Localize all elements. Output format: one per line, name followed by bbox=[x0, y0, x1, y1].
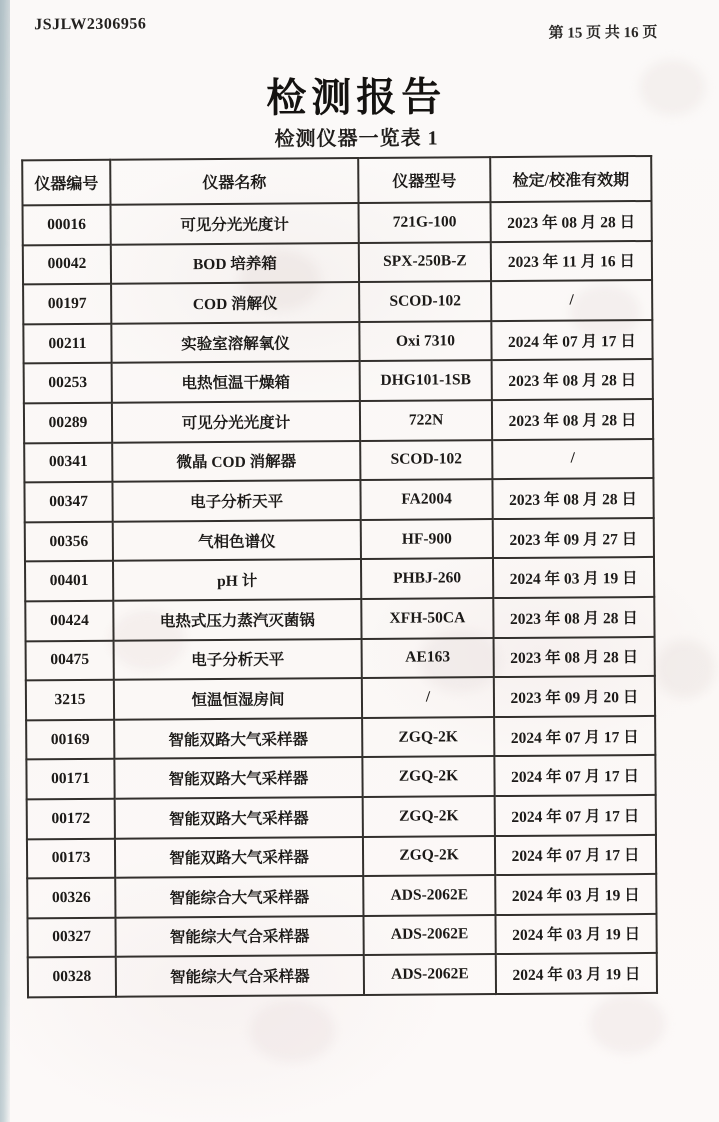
cell-instrument-id: 00016 bbox=[23, 205, 111, 245]
document-number: JSJLW2306956 bbox=[34, 15, 147, 34]
column-header-instrument-id: 仪器编号 bbox=[22, 160, 110, 206]
cell-instrument-id: 00169 bbox=[26, 719, 114, 759]
report-title: 检测报告 bbox=[266, 74, 447, 121]
cell-calibration-validity: 2024 年 07 月 17 日 bbox=[495, 834, 656, 875]
cell-instrument-model: ZGQ-2K bbox=[362, 717, 494, 758]
cell-instrument-model: XFH-50CA bbox=[361, 598, 493, 639]
table-row bbox=[23, 201, 652, 245]
page-header bbox=[34, 12, 657, 46]
table-row bbox=[26, 716, 655, 760]
cell-instrument-model: SCOD-102 bbox=[360, 440, 492, 481]
cell-calibration-validity: 2024 年 07 月 17 日 bbox=[495, 795, 656, 836]
cell-instrument-id: 00197 bbox=[23, 284, 111, 324]
cell-instrument-name: pH 计 bbox=[113, 559, 361, 600]
cell-instrument-name: 电子分析天平 bbox=[112, 480, 360, 521]
cell-calibration-validity: 2024 年 07 月 17 日 bbox=[494, 755, 655, 796]
table-row bbox=[27, 795, 656, 839]
column-header-instrument-name: 仪器名称 bbox=[110, 158, 358, 205]
cell-calibration-validity: 2023 年 09 月 27 日 bbox=[493, 518, 654, 559]
cell-calibration-validity: 2023 年 08 月 28 日 bbox=[492, 478, 653, 519]
table-row bbox=[24, 478, 653, 522]
cell-instrument-id: 00253 bbox=[24, 363, 112, 403]
cell-instrument-name: 可见分光光度计 bbox=[111, 203, 359, 244]
cell-calibration-validity: 2023 年 09 月 20 日 bbox=[494, 676, 655, 717]
cell-instrument-name: 电热恒温干燥箱 bbox=[112, 361, 360, 402]
cell-calibration-validity: 2023 年 11 月 16 日 bbox=[491, 241, 652, 282]
table-row bbox=[27, 914, 656, 958]
cell-instrument-name: 气相色谱仪 bbox=[113, 520, 361, 561]
cell-instrument-name: COD 消解仪 bbox=[111, 282, 359, 323]
cell-instrument-id: 00042 bbox=[23, 244, 111, 284]
cell-instrument-model: 721G-100 bbox=[359, 202, 491, 243]
table-row bbox=[23, 280, 652, 324]
cell-instrument-name: 智能综合大气采样器 bbox=[115, 876, 363, 917]
cell-instrument-model: FA2004 bbox=[360, 479, 492, 520]
cell-calibration-validity: / bbox=[491, 280, 652, 321]
cell-instrument-id: 00347 bbox=[24, 482, 112, 522]
cell-instrument-model: / bbox=[362, 677, 494, 718]
cell-instrument-model: HF-900 bbox=[361, 519, 493, 560]
table-row bbox=[27, 834, 656, 878]
cell-calibration-validity: 2024 年 03 月 19 日 bbox=[495, 914, 656, 955]
cell-instrument-name: BOD 培养箱 bbox=[111, 243, 359, 284]
cell-instrument-id: 00173 bbox=[27, 838, 115, 878]
cell-instrument-model: ZGQ-2K bbox=[362, 756, 494, 797]
table-row bbox=[26, 636, 655, 680]
cell-instrument-model: Oxi 7310 bbox=[359, 321, 491, 362]
cell-calibration-validity: 2024 年 03 月 19 日 bbox=[493, 557, 654, 598]
table-header-row bbox=[22, 156, 651, 205]
instrument-table bbox=[21, 155, 658, 998]
cell-instrument-id: 00341 bbox=[24, 442, 112, 482]
cell-instrument-name: 实验室溶解氧仪 bbox=[111, 322, 359, 363]
cell-instrument-name: 智能综大气合采样器 bbox=[115, 916, 363, 957]
cell-instrument-name: 智能双路大气采样器 bbox=[114, 757, 362, 798]
cell-calibration-validity: / bbox=[492, 439, 653, 480]
cell-instrument-id: 00171 bbox=[26, 759, 114, 799]
table-row bbox=[27, 874, 656, 918]
column-header-instrument-model: 仪器型号 bbox=[358, 157, 490, 203]
cell-calibration-validity: 2023 年 08 月 28 日 bbox=[494, 636, 655, 677]
table-row bbox=[23, 320, 652, 364]
table-row bbox=[24, 439, 653, 483]
table-row bbox=[25, 557, 654, 601]
cell-instrument-model: PHBJ-260 bbox=[361, 558, 493, 599]
cell-instrument-name: 智能双路大气采样器 bbox=[114, 718, 362, 759]
table-row bbox=[26, 755, 655, 799]
cell-instrument-model: DHG101-1SB bbox=[360, 360, 492, 401]
cell-instrument-name: 微晶 COD 消解器 bbox=[112, 441, 360, 482]
cell-calibration-validity: 2023 年 08 月 28 日 bbox=[490, 201, 651, 242]
page-number-indicator: 第 15 页 共 16 页 bbox=[548, 24, 658, 42]
cell-instrument-id: 00327 bbox=[27, 917, 115, 957]
cell-instrument-model: ZGQ-2K bbox=[363, 796, 495, 837]
cell-instrument-id: 00475 bbox=[26, 640, 114, 680]
cell-instrument-id: 00356 bbox=[25, 521, 113, 561]
cell-instrument-id: 00326 bbox=[27, 878, 115, 918]
table-row bbox=[26, 676, 655, 720]
cell-instrument-id: 3215 bbox=[26, 680, 114, 720]
cell-instrument-model: ADS-2062E bbox=[364, 954, 496, 995]
cell-calibration-validity: 2024 年 07 月 17 日 bbox=[491, 320, 652, 361]
table-row bbox=[24, 399, 653, 443]
cell-instrument-id: 00289 bbox=[24, 403, 112, 443]
cell-calibration-validity: 2024 年 03 月 19 日 bbox=[496, 953, 657, 994]
cell-instrument-name: 电子分析天平 bbox=[114, 639, 362, 680]
instrument-table-body bbox=[23, 201, 658, 997]
cell-instrument-name: 智能双路大气采样器 bbox=[115, 836, 363, 877]
cell-calibration-validity: 2024 年 03 月 19 日 bbox=[495, 874, 656, 915]
cell-instrument-model: ADS-2062E bbox=[363, 915, 495, 956]
cell-instrument-model: ADS-2062E bbox=[363, 875, 495, 916]
cell-instrument-model: ZGQ-2K bbox=[363, 836, 495, 877]
cell-instrument-model: SPX-250B-Z bbox=[359, 242, 491, 283]
cell-instrument-id: 00328 bbox=[28, 957, 116, 997]
cell-instrument-model: SCOD-102 bbox=[359, 281, 491, 322]
cell-calibration-validity: 2023 年 08 月 28 日 bbox=[492, 399, 653, 440]
table-caption: 检测仪器一览表 1 bbox=[274, 127, 439, 151]
table-row bbox=[28, 953, 657, 997]
cell-instrument-model: AE163 bbox=[362, 638, 494, 679]
column-header-calibration-validity: 检定/校准有效期 bbox=[490, 156, 651, 202]
cell-instrument-name: 智能双路大气采样器 bbox=[115, 797, 363, 838]
cell-instrument-name: 电热式压力蒸汽灭菌锅 bbox=[113, 599, 361, 640]
cell-instrument-name: 恒温恒湿房间 bbox=[114, 678, 362, 719]
cell-instrument-name: 智能综大气合采样器 bbox=[116, 955, 364, 996]
cell-calibration-validity: 2023 年 08 月 28 日 bbox=[493, 597, 654, 638]
table-row bbox=[25, 597, 654, 641]
table-row bbox=[24, 359, 653, 403]
table-row bbox=[25, 518, 654, 562]
cell-instrument-name: 可见分光光度计 bbox=[112, 401, 360, 442]
cell-calibration-validity: 2023 年 08 月 28 日 bbox=[492, 359, 653, 400]
cell-instrument-id: 00172 bbox=[27, 799, 115, 839]
cell-instrument-model: 722N bbox=[360, 400, 492, 441]
cell-calibration-validity: 2024 年 07 月 17 日 bbox=[494, 716, 655, 757]
cell-instrument-id: 00211 bbox=[23, 324, 111, 364]
table-row bbox=[23, 241, 652, 285]
cell-instrument-id: 00401 bbox=[25, 561, 113, 601]
cell-instrument-id: 00424 bbox=[25, 601, 113, 641]
